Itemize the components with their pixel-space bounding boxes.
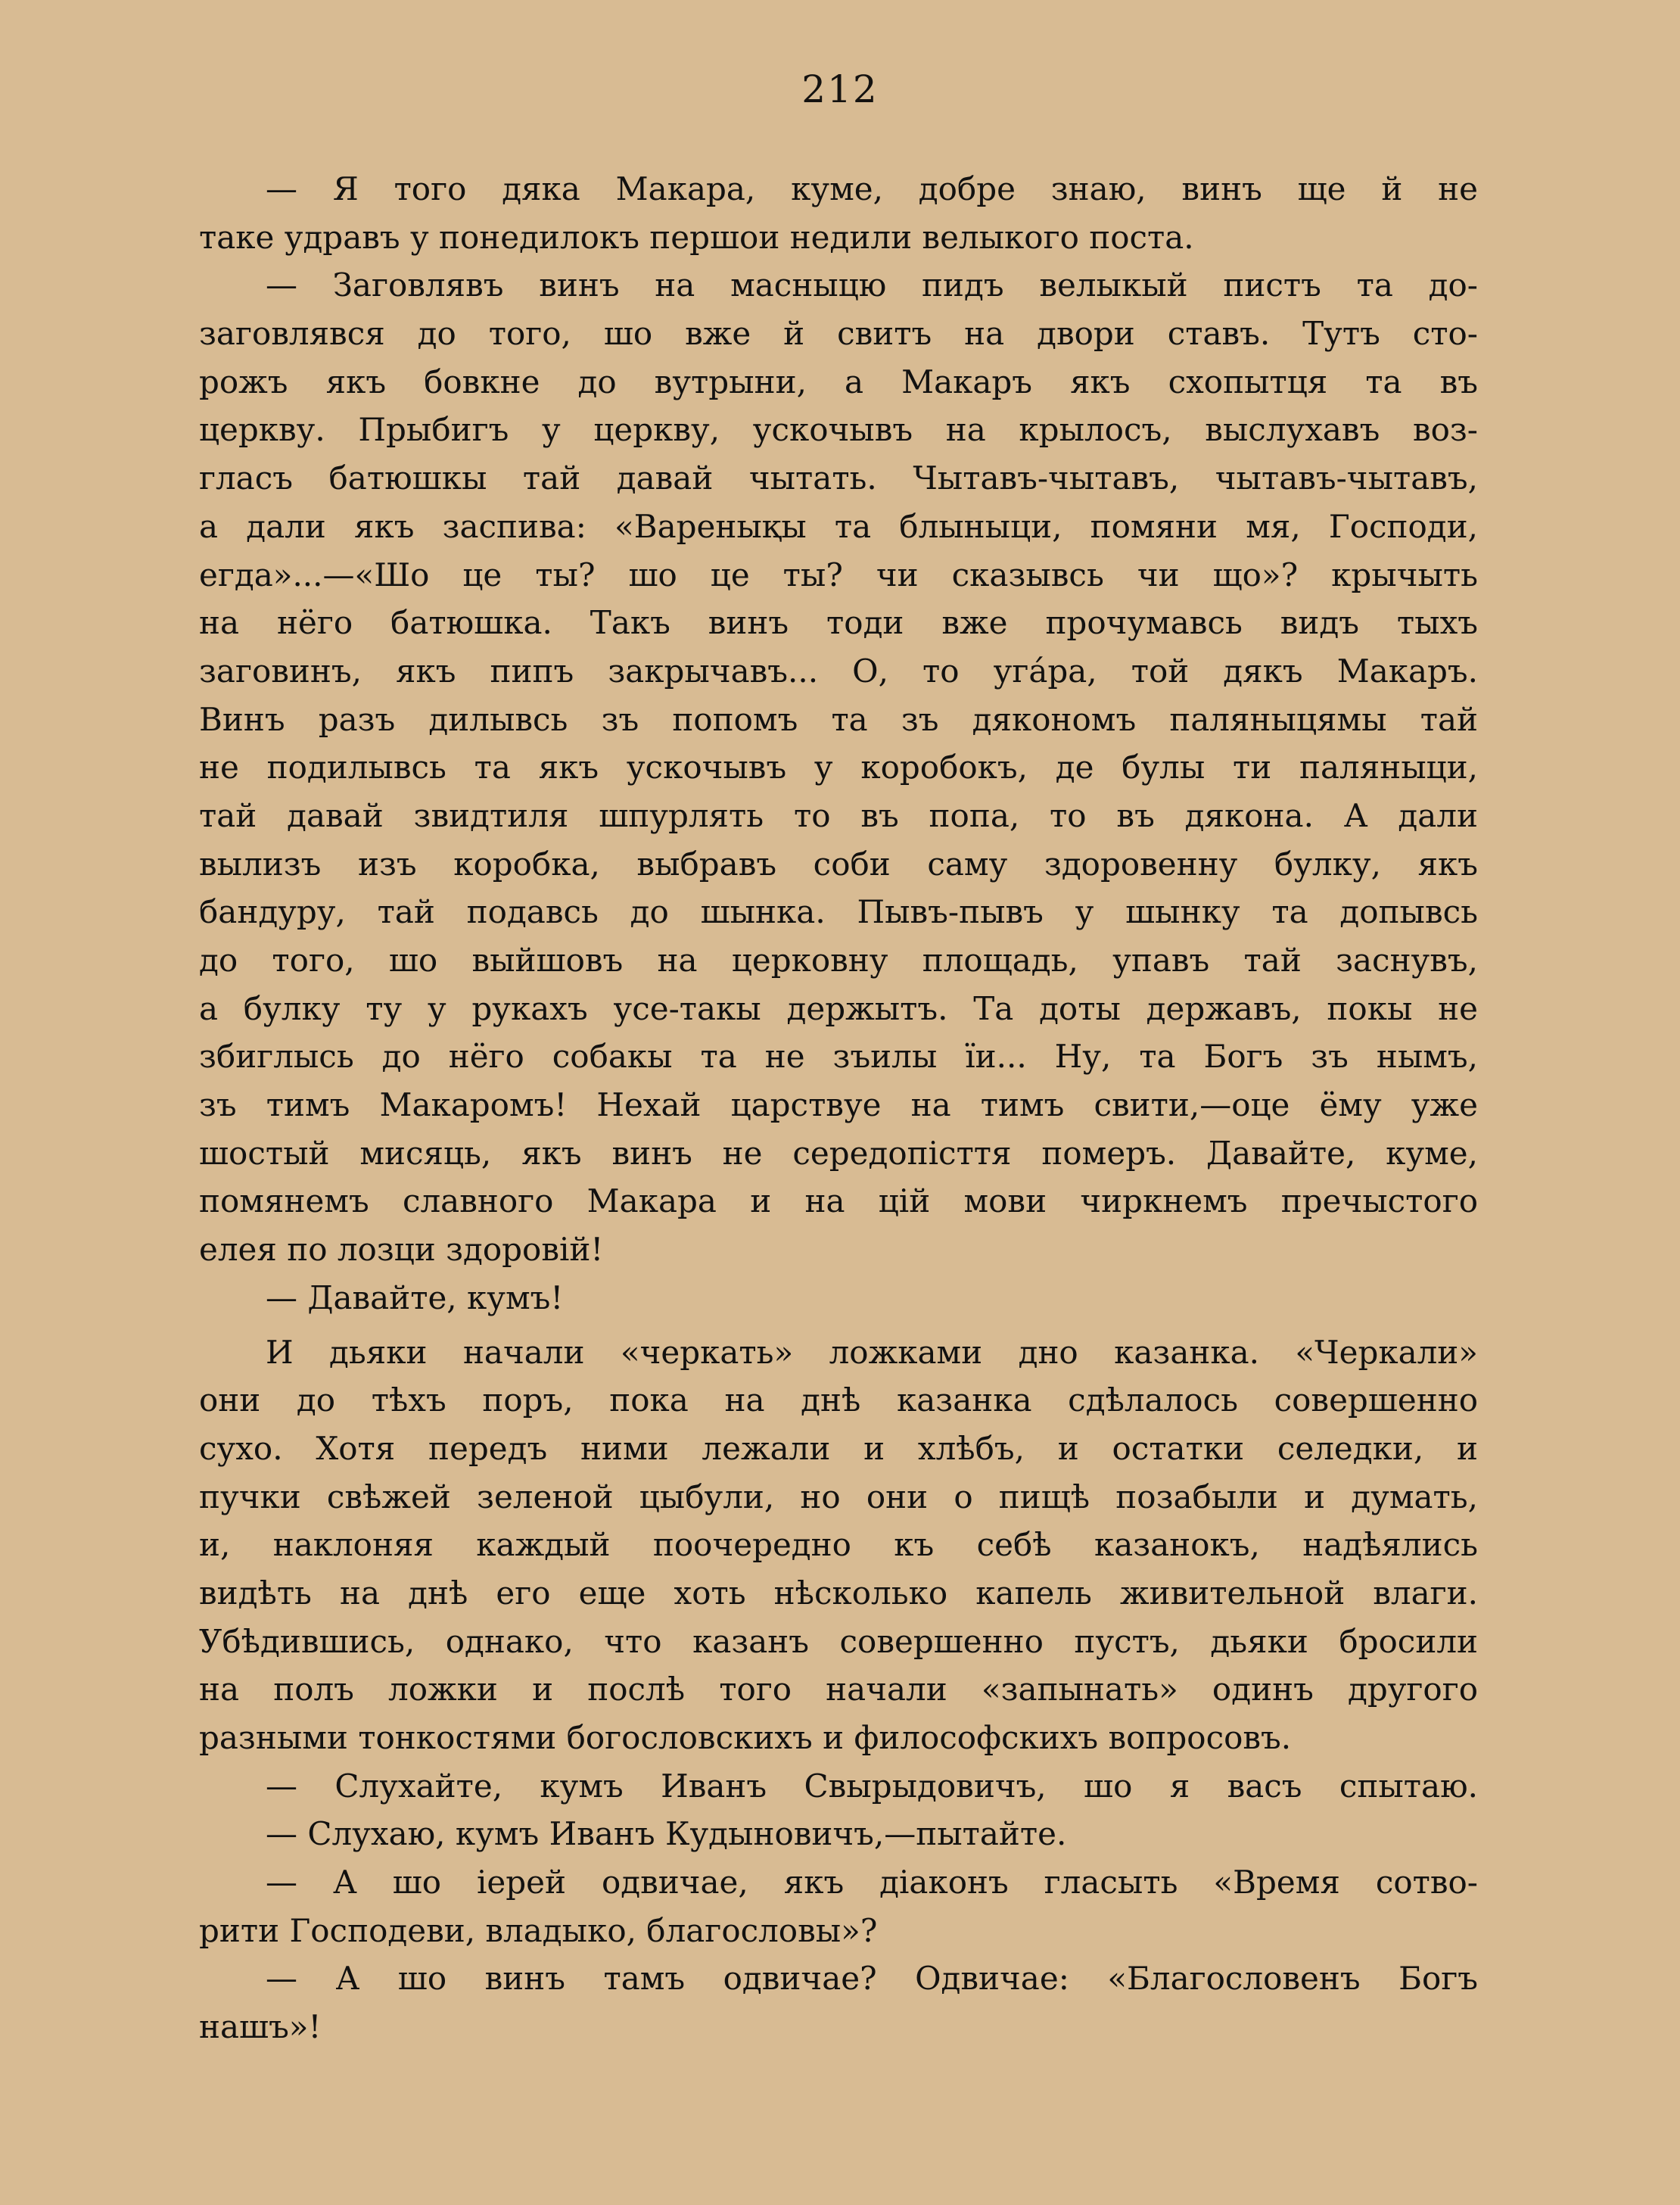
- body-text: [199, 165, 1478, 2051]
- text-line: гласъ батюшкы тай давай чытать. Чытавъ-чытавъ, чытавъ-чытавъ,: [199, 459, 1478, 497]
- text-line: сухо. Хотя передъ ними лежали и хлѣбъ, и остатки селедки, и: [199, 1429, 1478, 1467]
- text-line: Убѣдившись, однако, что казанъ совершенно пустъ, дьяки бросили: [199, 1622, 1478, 1660]
- text-line: — А шо іерей одвичае, якъ діаконъ гласыть «Время сотво-: [266, 1864, 1478, 1901]
- text-line: — Слухайте, кумъ Иванъ Свырыдовичъ, шо я васъ спытаю.: [266, 1767, 1478, 1805]
- text-line: на нёго батюшка. Такъ винъ тоди вже прочумавсь видъ тыхъ: [199, 604, 1478, 642]
- text-line: помянемъ славного Макара и на цій мови чиркнемъ пречыстого: [199, 1182, 1478, 1220]
- text-line: тай давай звидтиля шпурлять то въ попа, то въ дякона. А дали: [199, 796, 1478, 834]
- text-line: таке удравъ у понедилокъ першои недили велыкого поста.: [199, 218, 1194, 256]
- text-line: видѣть на днѣ его еще хоть нѣсколько капель живительной влаги.: [199, 1574, 1478, 1612]
- text-line: не подилывсь та якъ ускочывъ у коробокъ, де булы ти паляныци,: [199, 749, 1478, 786]
- text-line: и, наклоняя каждый поочередно къ себѣ казанокъ, надѣялись: [199, 1526, 1478, 1564]
- text-line: пучки свѣжей зеленой цыбули, но они о пищѣ позабыли и думать,: [199, 1478, 1478, 1515]
- text-line: они до тѣхъ поръ, пока на днѣ казанка сдѣлалось совершенно: [199, 1381, 1478, 1419]
- text-line: вылизъ изъ коробка, выбравъ соби саму здоровенну булку, якъ: [199, 845, 1478, 883]
- text-line: заговлявся до того, шо вже й свитъ на двори ставъ. Тутъ сто-: [199, 315, 1478, 353]
- text-line: разными тонкостями богословскихъ и философскихъ вопросовъ.: [199, 1719, 1292, 1756]
- text-line: — А шо винъ тамъ одвичае? Одвичае: «Благословенъ Богъ: [266, 1960, 1478, 1998]
- text-line: — Заговлявъ винъ на масныцю пидъ велыкый пистъ та до-: [266, 266, 1478, 304]
- text-line: нашъ»!: [199, 2008, 322, 2046]
- text-line: бандуру, тай подавсь до шынка. Пывъ-пывъ у шынку та допывсь: [199, 893, 1478, 931]
- text-line: рити Господеви, владыко, благословы»?: [199, 1911, 878, 1949]
- text-line: на полъ ложки и послѣ того начали «запынать» одинъ другого: [199, 1671, 1478, 1708]
- page-number: 212: [801, 67, 879, 111]
- text-line: зъ тимъ Макаромъ! Нехай царствуе на тимъ свити,—оце ёму уже: [199, 1086, 1478, 1124]
- text-line: елея по лозци здоровій!: [199, 1231, 604, 1269]
- text-line: церкву. Прыбигъ у церкву, ускочывъ на крылосъ, выслухавъ воз-: [199, 411, 1478, 449]
- text-line: Винъ разъ дилывсь зъ попомъ та зъ дякономъ паляныцямы тай: [199, 700, 1478, 738]
- text-line: заговинъ, якъ пипъ закрычавъ... О, то угáра, той дякъ Макаръ.: [199, 652, 1478, 690]
- text-line: — Я того дяка Макара, куме, добре знаю, винъ ще й не: [266, 170, 1478, 207]
- text-line: — Давайте, кумъ!: [266, 1278, 564, 1316]
- text-line: рожъ якъ бовкне до вутрыни, а Макаръ якъ схопытця та въ: [199, 363, 1478, 400]
- text-line: збиглысь до нёго собакы та не зъилы ïи... Ну, та Богъ зъ нымъ,: [199, 1038, 1478, 1076]
- text-line: а дали якъ заспива: «Варенықы та блыныци, помяни мя, Господи,: [199, 507, 1478, 545]
- text-line: а булку ту у рукахъ усе-такы держытъ. Та доты державъ, покы не: [199, 989, 1478, 1027]
- text-line: егда»...—«Шо це ты? шо це ты? чи сказывсь чи що»? крычыть: [199, 556, 1478, 593]
- text-line: И дьяки начали «черкать» ложками дно казанка. «Черкали»: [266, 1333, 1478, 1371]
- text-line: до того, шо выйшовъ на церковну площадь, упавъ тай заснувъ,: [199, 942, 1478, 979]
- text-line: — Слухаю, кумъ Иванъ Кудыновичъ,—пытайте.: [266, 1815, 1067, 1853]
- text-line: шостый мисяць, якъ винъ не середопісття померъ. Давайте, куме,: [199, 1134, 1478, 1172]
